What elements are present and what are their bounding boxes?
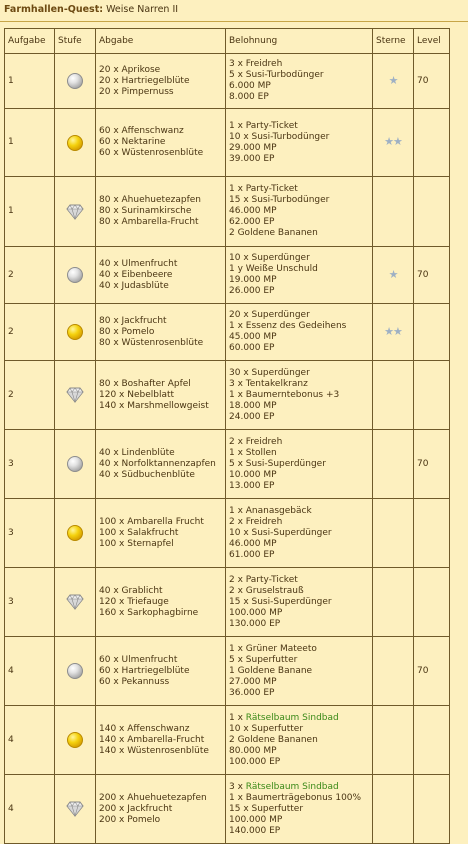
cell-aufgabe: 3 xyxy=(5,568,55,637)
cell-aufgabe: 4 xyxy=(5,706,55,775)
cell-aufgabe: 3 xyxy=(5,499,55,568)
cell-belohnung xyxy=(226,177,373,247)
belohnung-item: 1 x Essenz des Gedeihens xyxy=(229,321,347,331)
cell-abgabe xyxy=(96,499,226,568)
cell-stufe xyxy=(55,499,96,568)
belohnung-item: 26.000 EP xyxy=(229,286,275,296)
cell-abgabe xyxy=(96,775,226,844)
diamond-icon xyxy=(66,387,84,403)
belohnung-item: 18.000 MP xyxy=(229,400,277,411)
cell-level xyxy=(414,568,450,637)
cell-abgabe xyxy=(96,637,226,706)
abgabe-item: 140 x Wüstenrosenblüte xyxy=(99,745,209,756)
belohnung-item: 140.000 EP xyxy=(229,825,281,836)
abgabe-item: 40 x Grablicht xyxy=(99,585,163,596)
belohnung-item: 24.000 EP xyxy=(229,411,275,422)
belohnung-item: 80.000 MP xyxy=(229,745,277,756)
cell-sterne xyxy=(373,177,414,247)
cell-sterne xyxy=(373,499,414,568)
diamond-icon xyxy=(66,204,84,220)
belohnung-item-count: 3 x xyxy=(229,781,246,792)
belohnung-item: 2 Goldene Bananen xyxy=(229,734,318,745)
belohnung-item: 2 x Freidreh xyxy=(229,516,283,527)
cell-abgabe xyxy=(96,177,226,247)
belohnung-item: 2 x Freidreh xyxy=(229,436,283,447)
cell-sterne xyxy=(373,247,414,304)
cell-abgabe xyxy=(96,54,226,109)
header-level: Level xyxy=(414,29,450,54)
belohnung-item: 10.000 MP xyxy=(229,469,277,480)
belohnung-item: 2 x Party-Ticket xyxy=(229,574,298,585)
table-row xyxy=(5,637,450,706)
belohnung-item: 19.000 MP xyxy=(229,275,277,285)
belohnung-item: 29.000 MP xyxy=(229,142,277,153)
belohnung-item: 1 x Grüner Mateeto xyxy=(229,643,317,654)
abgabe-item: 40 x Lindenblüte xyxy=(99,447,175,458)
cell-level: 70 xyxy=(414,247,450,304)
cell-level: 70 xyxy=(414,54,450,109)
belohnung-item: 36.000 EP xyxy=(229,687,275,698)
abgabe-item: 200 x Jackfrucht xyxy=(99,803,173,814)
diamond-icon xyxy=(66,801,84,817)
abgabe-item: 40 x Judasblüte xyxy=(99,280,169,291)
cell-level xyxy=(414,499,450,568)
cell-aufgabe: 4 xyxy=(5,775,55,844)
cell-belohnung xyxy=(226,109,373,177)
table-row xyxy=(5,499,450,568)
abgabe-item: 120 x Nebelblatt xyxy=(99,389,175,400)
star-icon: ★ xyxy=(388,267,398,281)
header-sterne: Sterne xyxy=(373,29,414,54)
gold-coin-icon xyxy=(67,525,83,541)
diamond-icon xyxy=(66,594,84,610)
silver-coin-icon xyxy=(67,73,83,89)
abgabe-item: 160 x Sarkophagbirne xyxy=(99,607,199,618)
abgabe-item: 60 x Affenschwanz xyxy=(99,126,184,136)
abgabe-item: 40 x Eibenbeere xyxy=(99,269,173,280)
silver-coin-icon xyxy=(67,663,83,679)
cell-abgabe xyxy=(96,706,226,775)
cell-stufe xyxy=(55,430,96,499)
cell-sterne xyxy=(373,109,414,177)
cell-belohnung xyxy=(226,361,373,430)
gold-coin-icon xyxy=(67,135,83,151)
belohnung-item: 10 x Susi-Superdünger xyxy=(229,527,332,538)
table-row xyxy=(5,54,450,109)
cell-stufe xyxy=(55,54,96,109)
abgabe-item: 40 x Norfolktannenzapfen xyxy=(99,458,216,469)
cell-stufe xyxy=(55,361,96,430)
abgabe-item: 140 x Marshmellowgeist xyxy=(99,400,209,411)
cell-sterne xyxy=(373,568,414,637)
table-row xyxy=(5,304,450,361)
belohnung-item: 61.000 EP xyxy=(229,549,275,560)
silver-coin-icon xyxy=(67,267,83,283)
belohnung-item: 39.000 EP xyxy=(229,153,275,164)
cell-sterne xyxy=(373,706,414,775)
belohnung-item: 15 x Susi-Superdünger xyxy=(229,596,332,607)
table-row xyxy=(5,706,450,775)
belohnung-item: 10 x Superfutter xyxy=(229,723,304,734)
cell-belohnung xyxy=(226,568,373,637)
abgabe-item: 60 x Nektarine xyxy=(99,137,166,147)
cell-stufe xyxy=(55,177,96,247)
abgabe-item: 60 x Pekannuss xyxy=(99,676,170,687)
star-icon: ★★ xyxy=(384,135,402,148)
cell-stufe xyxy=(55,304,96,361)
belohnung-item: 2 x Gruselstrauß xyxy=(229,585,304,596)
belohnung-item: 3 x Tentakelkranz xyxy=(229,378,308,389)
belohnung-item: 1 x Baumerntebonus +3 xyxy=(229,389,340,400)
belohnung-item xyxy=(229,713,369,724)
abgabe-item: 80 x Boshafter Apfel xyxy=(99,378,191,389)
belohnung-item: 10 x Susi-Turbodünger xyxy=(229,131,330,142)
cell-abgabe xyxy=(96,568,226,637)
belohnung-item: 15 x Susi-Turbodünger xyxy=(229,195,330,205)
page-header xyxy=(0,0,468,22)
abgabe-item: 20 x Hartriegelblüte xyxy=(99,75,190,86)
star-icon: ★ xyxy=(388,73,398,87)
table-row xyxy=(5,247,450,304)
abgabe-item: 80 x Wüstenrosenblüte xyxy=(99,337,204,348)
abgabe-item: 120 x Triefauge xyxy=(99,596,169,607)
abgabe-item: 80 x Ahuehuetezapfen xyxy=(99,195,201,205)
abgabe-item: 100 x Sternapfel xyxy=(99,538,174,549)
cell-sterne xyxy=(373,54,414,109)
abgabe-item: 20 x Aprikose xyxy=(99,64,161,75)
belohnung-item: 2 Goldene Bananen xyxy=(229,228,318,238)
header-stufe: Stufe xyxy=(55,29,96,54)
cell-sterne xyxy=(373,637,414,706)
belohnung-item: 1 Goldene Banane xyxy=(229,665,313,676)
cell-aufgabe: 2 xyxy=(5,304,55,361)
cell-abgabe xyxy=(96,247,226,304)
abgabe-item: 60 x Hartriegelblüte xyxy=(99,665,190,676)
abgabe-item: 100 x Salakfrucht xyxy=(99,527,179,538)
cell-abgabe xyxy=(96,361,226,430)
table-row xyxy=(5,775,450,844)
page-title-label: Farmhallen-Quest: xyxy=(4,4,104,15)
header-belohnung: Belohnung xyxy=(226,29,373,54)
cell-belohnung xyxy=(226,706,373,775)
cell-level: 70 xyxy=(414,637,450,706)
abgabe-item: 140 x Affenschwanz xyxy=(99,723,190,734)
cell-level xyxy=(414,361,450,430)
cell-stufe xyxy=(55,247,96,304)
cell-abgabe xyxy=(96,430,226,499)
cell-aufgabe: 2 xyxy=(5,247,55,304)
cell-aufgabe: 3 xyxy=(5,430,55,499)
belohnung-item: 1 y Weiße Unschuld xyxy=(229,264,318,274)
cell-belohnung xyxy=(226,54,373,109)
belohnung-item-count: 1 x xyxy=(229,712,246,723)
belohnung-item: 60.000 EP xyxy=(229,343,275,353)
table-row xyxy=(5,361,450,430)
cell-stufe xyxy=(55,706,96,775)
belohnung-item: 10 x Superdünger xyxy=(229,253,310,263)
cell-stufe xyxy=(55,637,96,706)
belohnung-item: 1 x Stollen xyxy=(229,447,277,458)
belohnung-item: 5 x Susi-Turbodünger xyxy=(229,70,324,80)
cell-level xyxy=(414,177,450,247)
abgabe-item: 200 x Pomelo xyxy=(99,814,161,825)
table-header-row xyxy=(5,29,450,54)
belohnung-item: 100.000 MP xyxy=(229,814,283,825)
belohnung-item: 100.000 EP xyxy=(229,756,281,767)
belohnung-item-link[interactable]: Rätselbaum Sindbad xyxy=(245,712,339,723)
abgabe-item: 20 x Pimpernuss xyxy=(99,86,174,97)
cell-belohnung xyxy=(226,775,373,844)
gold-coin-icon xyxy=(67,324,83,340)
table-row xyxy=(5,568,450,637)
belohnung-item: 46.000 MP xyxy=(229,206,277,216)
belohnung-item: 1 x Party-Ticket xyxy=(229,120,298,131)
cell-sterne xyxy=(373,304,414,361)
belohnung-item: 45.000 MP xyxy=(229,332,277,342)
table-row xyxy=(5,177,450,247)
abgabe-item: 140 x Ambarella-Frucht xyxy=(99,734,205,745)
star-icon: ★★ xyxy=(384,324,402,338)
cell-sterne xyxy=(373,775,414,844)
cell-stufe xyxy=(55,109,96,177)
abgabe-item: 80 x Pomelo xyxy=(99,326,155,337)
table-row xyxy=(5,430,450,499)
header-abgabe: Abgabe xyxy=(96,29,226,54)
belohnung-item: 13.000 EP xyxy=(229,480,275,491)
cell-aufgabe: 1 xyxy=(5,54,55,109)
cell-level xyxy=(414,109,450,177)
belohnung-item: 5 x Superfutter xyxy=(229,654,298,665)
abgabe-item: 40 x Ulmenfrucht xyxy=(99,258,178,269)
cell-belohnung xyxy=(226,499,373,568)
belohnung-item xyxy=(229,782,369,793)
belohnung-item: 27.000 MP xyxy=(229,676,277,687)
cell-belohnung xyxy=(226,637,373,706)
cell-abgabe xyxy=(96,304,226,361)
belohnung-item: 130.000 EP xyxy=(229,618,281,629)
belohnung-item: 30 x Superdünger xyxy=(229,367,310,378)
cell-stufe xyxy=(55,775,96,844)
cell-belohnung xyxy=(226,247,373,304)
belohnung-item: 1 x Baumerträgebonus 100% xyxy=(229,792,362,803)
belohnung-item: 6.000 MP xyxy=(229,81,271,91)
cell-belohnung xyxy=(226,430,373,499)
abgabe-item: 80 x Ambarella-Frucht xyxy=(99,217,199,227)
belohnung-item: 1 x Party-Ticket xyxy=(229,184,298,194)
cell-aufgabe: 2 xyxy=(5,361,55,430)
cell-aufgabe: 1 xyxy=(5,109,55,177)
belohnung-item: 3 x Freidreh xyxy=(229,59,283,69)
belohnung-item: 1 x Ananasgebäck xyxy=(229,505,312,516)
cell-sterne xyxy=(373,430,414,499)
belohnung-item: 100.000 MP xyxy=(229,607,283,618)
cell-level: 70 xyxy=(414,430,450,499)
cell-level xyxy=(414,775,450,844)
belohnung-item-link[interactable]: Rätselbaum Sindbad xyxy=(245,781,339,792)
belohnung-item: 62.000 EP xyxy=(229,217,275,227)
belohnung-item: 15 x Superfutter xyxy=(229,803,304,814)
cell-belohnung xyxy=(226,304,373,361)
silver-coin-icon xyxy=(67,456,83,472)
abgabe-item: 200 x Ahuehuetezapfen xyxy=(99,792,207,803)
belohnung-item: 8.000 EP xyxy=(229,92,269,102)
cell-level xyxy=(414,304,450,361)
abgabe-item: 60 x Ulmenfrucht xyxy=(99,654,178,665)
quest-table xyxy=(4,28,450,844)
cell-stufe xyxy=(55,568,96,637)
abgabe-item: 80 x Jackfrucht xyxy=(99,315,167,326)
cell-aufgabe: 4 xyxy=(5,637,55,706)
table-row xyxy=(5,109,450,177)
abgabe-item: 100 x Ambarella Frucht xyxy=(99,516,204,527)
cell-aufgabe: 1 xyxy=(5,177,55,247)
cell-level xyxy=(414,706,450,775)
abgabe-item: 40 x Südbuchenblüte xyxy=(99,469,195,480)
abgabe-item: 60 x Wüstenrosenblüte xyxy=(99,148,204,158)
quest-table-body xyxy=(5,54,450,844)
gold-coin-icon xyxy=(67,732,83,748)
belohnung-item: 20 x Superdünger xyxy=(229,310,310,320)
cell-sterne xyxy=(373,361,414,430)
abgabe-item: 80 x Surinamkirsche xyxy=(99,206,192,216)
page-title-name: Weise Narren II xyxy=(106,4,179,15)
header-aufgabe: Aufgabe xyxy=(5,29,55,54)
cell-abgabe xyxy=(96,109,226,177)
belohnung-item: 5 x Susi-Superdünger xyxy=(229,458,326,469)
belohnung-item: 46.000 MP xyxy=(229,538,277,549)
